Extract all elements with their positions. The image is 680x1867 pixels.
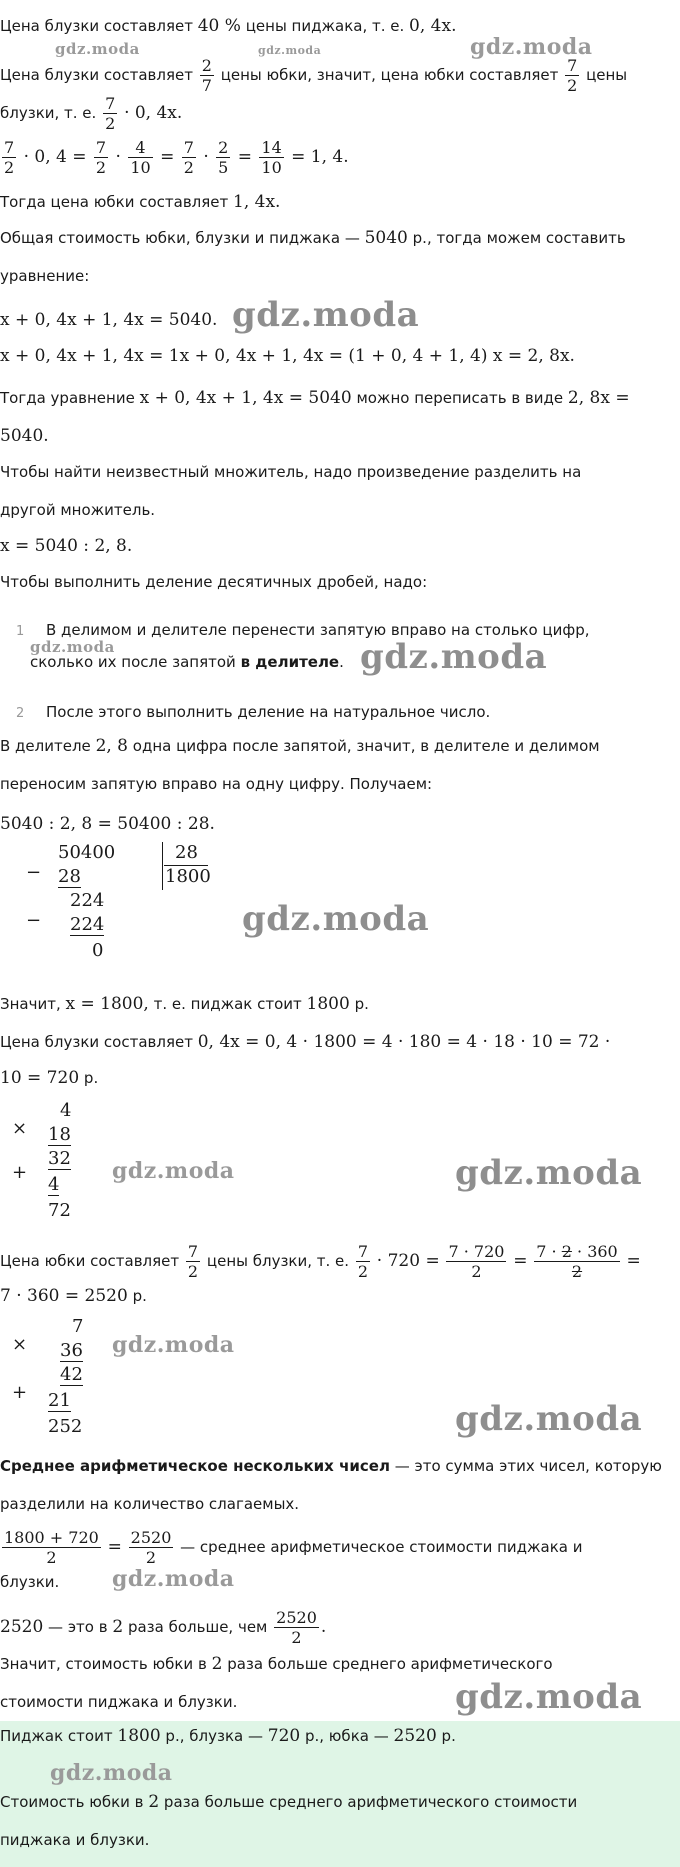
- subtrahend-2: 224: [70, 914, 105, 935]
- watermark: gdz.moda: [455, 1153, 643, 1193]
- text-line: Цена юбки составляет $\frac{7}{2}$ цены блузки, т. е. $\frac{7}{2}$ · 720 = $\frac{7 \cdot 720}{2}$ = $\frac{7 \cdot 2 \cdot 360}{2}$ =: [0, 1242, 641, 1281]
- text-line: $\frac{1800 + 720}{2}$ = $\frac{2520}{2}$ — среднее арифметическое стоимости пиджака и: [4, 1528, 583, 1567]
- text-line: разделили на количество слагаемых.: [0, 1495, 300, 1513]
- text-line: Общая стоимость юбки, блузки и пиджака — 5040 р., тогда можем составить: [0, 228, 626, 248]
- math-line: 5040.: [0, 426, 49, 446]
- minus-sign: −: [26, 910, 42, 931]
- watermark: gdz.moda: [55, 40, 140, 58]
- math-line: $\frac{7}{2}$ · 0, 4 = $\frac{7}{2}$ · $\frac{4}{10}$ = $\frac{7}{2}$ · $\frac{2}{5}$ = $\frac{14}{10}$ = 1, 4.: [4, 138, 349, 177]
- watermark: gdz.moda: [455, 1677, 643, 1717]
- text-line: переносим запятую вправо на одну цифру. Получаем:: [0, 775, 433, 793]
- remainder-2: 0: [92, 940, 104, 961]
- column-multiplication: × 7 36 42 + 21 252: [12, 1316, 84, 1437]
- math-line: x + 0, 4x + 1, 4x = 1x + 0, 4x + 1, 4x = (1 + 0, 4 + 1, 4) x = 2, 8x.: [0, 346, 575, 366]
- watermark: gdz.moda: [30, 638, 115, 656]
- text-line: Значит, x = 1800, т. е. пиджак стоит 1800 р.: [0, 994, 369, 1014]
- watermark: gdz.moda: [258, 44, 322, 57]
- list-item: 2 После этого выполнить деление на натуральное число.: [16, 703, 491, 721]
- text-line: другой множитель.: [0, 501, 156, 519]
- watermark: gdz.moda: [470, 34, 593, 60]
- fraction: $\frac{7}{2}$: [567, 56, 578, 95]
- list-item-cont: сколько их после запятой в делителе.: [30, 653, 344, 671]
- text-line: В делителе 2, 8 одна цифра после запятой, значит, в делителе и делимом: [0, 736, 600, 756]
- minus-sign: −: [26, 862, 42, 883]
- text-line: Тогда уравнение x + 0, 4x + 1, 4x = 5040 можно переписать в виде 2, 8x =: [0, 388, 630, 408]
- math-line: x = 5040 : 2, 8.: [0, 536, 133, 556]
- dividend: 50400: [58, 842, 116, 863]
- text-line: блузки.: [0, 1573, 60, 1591]
- text-line: Среднее арифметическое нескольких чисел — это сумма этих чисел, которую: [0, 1457, 662, 1475]
- watermark: gdz.moda: [112, 1332, 235, 1358]
- watermark: gdz.moda: [232, 295, 420, 335]
- watermark: gdz.moda: [242, 899, 430, 939]
- column-multiplication: × 4 18 32 + 4 72: [12, 1100, 72, 1221]
- answer-line: Стоимость юбки в 2 раза больше среднего арифметического стоимости: [0, 1792, 578, 1812]
- text-line: Тогда цена юбки составляет 1, 4x.: [0, 192, 281, 212]
- text-line: Цена блузки составляет 0, 4x = 0, 4 · 1800 = 4 · 180 = 4 · 18 · 10 = 72 ·: [0, 1032, 611, 1052]
- subtrahend-1: 28: [58, 866, 81, 887]
- divisor: 28: [175, 842, 198, 863]
- text-line: Цена блузки составляет $\frac{2}{7}$ цены юбки, значит, цена юбки составляет $\frac{7}{2}$ цены: [0, 56, 628, 95]
- text-line: блузки, т. е. $\frac{7}{2}$ · 0, 4x.: [0, 94, 183, 133]
- watermark: gdz.moda: [455, 1399, 643, 1439]
- answer-line: Пиджак стоит 1800 р., блузка — 720 р., юбка — 2520 р.: [0, 1726, 456, 1746]
- watermark: gdz.moda: [112, 1566, 235, 1592]
- text-line: уравнение:: [0, 267, 90, 285]
- quotient: 1800: [165, 866, 211, 887]
- watermark: gdz.moda: [50, 1760, 173, 1786]
- text-line: 10 = 720 р.: [0, 1068, 99, 1088]
- text-line: 2520 — это в 2 раза больше, чем $\frac{2520}{2}$ .: [0, 1608, 327, 1647]
- text-line: 7 · 360 = 2520 р.: [0, 1286, 147, 1306]
- math-line: x + 0, 4x + 1, 4x = 5040.: [0, 310, 218, 330]
- math-line: 5040 : 2, 8 = 50400 : 28.: [0, 814, 215, 834]
- fraction: $\frac{2}{7}$: [201, 56, 212, 95]
- text-line: стоимости пиджака и блузки.: [0, 1693, 238, 1711]
- text-line: Чтобы выполнить деление десятичных дробей, надо:: [0, 573, 428, 591]
- answer-line: пиджака и блузки.: [0, 1831, 150, 1849]
- division-bar: [162, 842, 163, 890]
- watermark: gdz.moda: [360, 637, 548, 677]
- remainder-1: 224: [70, 890, 105, 911]
- text-line: Цена блузки составляет 40 % цены пиджака, т. е. 0, 4x.: [0, 16, 457, 36]
- fraction: $\frac{7}{2}$: [105, 94, 116, 133]
- list-item: 1 В делимом и делителе перенести запятую вправо на столько цифр,: [16, 621, 590, 639]
- watermark: gdz.moda: [112, 1158, 235, 1184]
- text-line: Чтобы найти неизвестный множитель, надо произведение разделить на: [0, 463, 582, 481]
- long-division: [22, 840, 222, 970]
- text-line: Значит, стоимость юбки в 2 раза больше среднего арифметического: [0, 1654, 553, 1674]
